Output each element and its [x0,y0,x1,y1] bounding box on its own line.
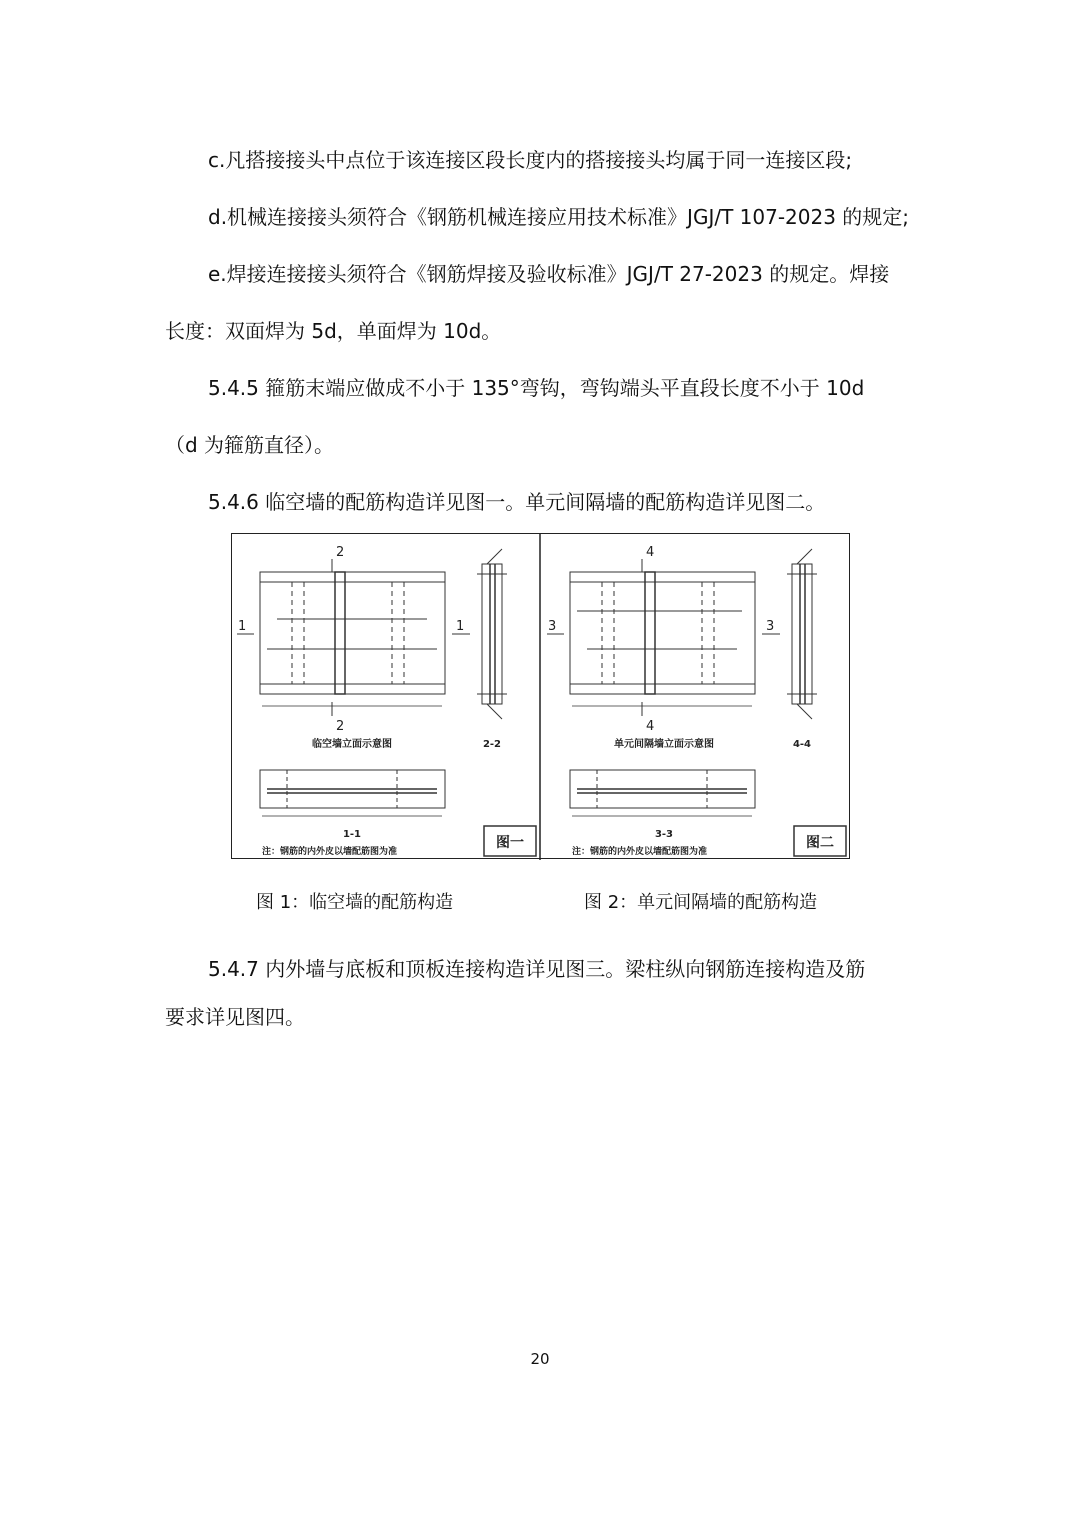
plan-title-left: 1-1 [342,829,362,840]
cut-mark-side-left-b: 1 [456,619,465,634]
paragraph-5-4-5-line1: 5.4.5 箍筋末端应做成不小于 135°弯钩，弯钩端头平直段长度不小于 10d [208,376,865,400]
paragraph-5-4-5-line2: （d 为箍筋直径）。 [165,433,335,457]
figure-label-2: 图二 [806,835,834,851]
paragraph-5-4-6: 5.4.6 临空墙的配筋构造详见图一。单元间隔墙的配筋构造详见图二。 [208,490,826,514]
plan-title-right: 3-3 [654,829,674,840]
paragraph-d: d.机械连接接头须符合《钢筋机械连接应用技术标准》JGJ/T 107-2023 的规定; [208,205,910,229]
cut-mark-bottom-right: 4 [646,719,655,734]
cut-mark-side-right-b: 3 [766,619,775,634]
caption-figure-1: 图 1：临空墙的配筋构造 [256,892,454,913]
cut-mark-side-right-a: 3 [548,619,557,634]
paragraph-c: c.凡搭接接头中点位于该连接区段长度内的搭接接头均属于同一连接区段; [208,148,853,172]
elevation-title-left: 临空墙立面示意图 [312,739,392,750]
rebar-detail-figure [231,533,850,859]
paragraph-5-4-7-line2: 要求详见图四。 [165,1005,305,1029]
note-left: 注：钢筋的内外皮以墙配筋图为准 [262,847,398,857]
page-number: 20 [530,1350,550,1368]
cut-mark-bottom-left: 2 [336,719,345,734]
note-right: 注：钢筋的内外皮以墙配筋图为准 [572,847,708,857]
paragraph-e-line2: 长度：双面焊为 5d，单面焊为 10d。 [165,319,502,343]
elevation-title-right: 单元间隔墙立面示意图 [614,739,714,750]
section-title-right: 4-4 [792,739,812,750]
cut-mark-top-right: 4 [646,545,655,560]
rebar-drawing [232,534,851,860]
paragraph-e-line1: e.焊接连接接头须符合《钢筋焊接及验收标准》JGJ/T 27-2023 的规定。焊接 [208,262,890,286]
section-title-left: 2-2 [482,739,502,750]
cut-mark-side-left-a: 1 [238,619,247,634]
paragraph-5-4-7-line1: 5.4.7 内外墙与底板和顶板连接构造详见图三。梁柱纵向钢筋连接构造及筋 [208,957,866,981]
figure-label-1: 图一 [496,835,524,851]
caption-figure-2: 图 2：单元间隔墙的配筋构造 [584,892,818,913]
cut-mark-top-left: 2 [336,545,345,560]
